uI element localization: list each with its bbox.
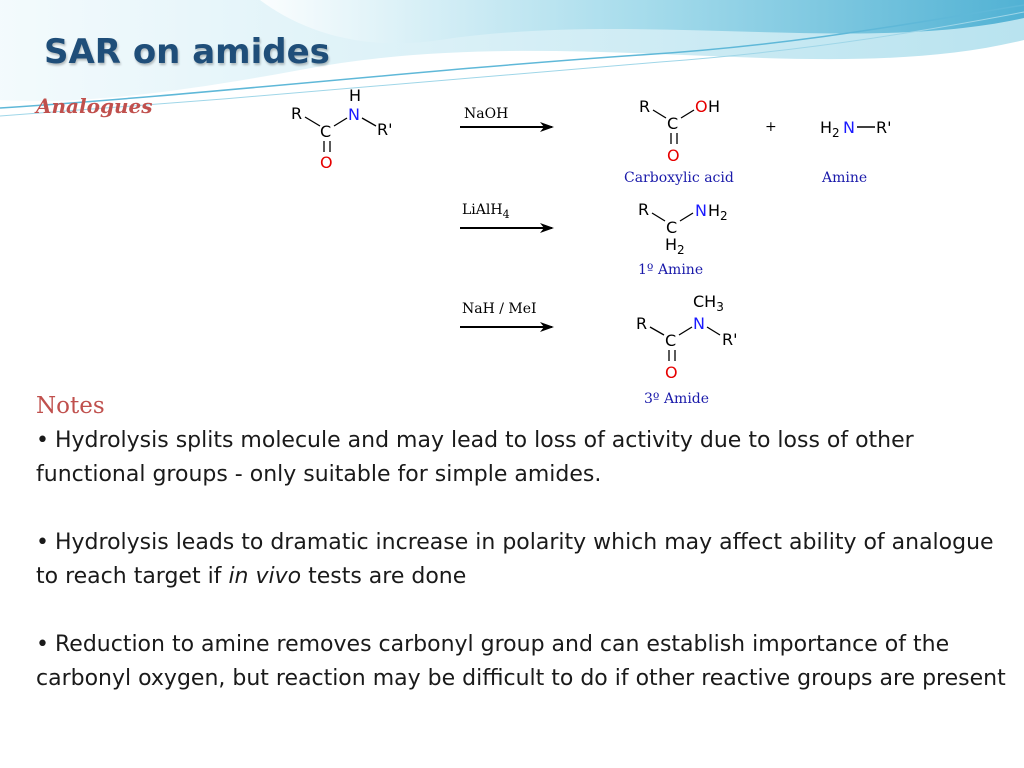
note-item-3: • Reduction to amine removes carbonyl group and can establish importance of the carbonyl oxygen, but reaction may be difficult to do if other reactive groups are present (36, 632, 1006, 691)
primary-amine-structure (638, 200, 728, 257)
svg-text:O: O (665, 363, 678, 382)
bullet-icon: • (36, 530, 49, 555)
tertiary-amide-structure (636, 292, 738, 382)
svg-text:R': R' (377, 120, 393, 139)
starting-amide-structure (291, 86, 393, 172)
svg-text:R: R (639, 97, 651, 116)
notes-heading: Notes (36, 393, 105, 419)
plus-sign: + (765, 119, 777, 135)
svg-text:H2: $H_2$ (820, 118, 840, 140)
svg-text:N: N (348, 105, 360, 124)
svg-text:O: O (695, 97, 708, 116)
reagent-naoh: NaOH (464, 106, 509, 122)
svg-text:H: H (708, 97, 721, 116)
svg-text:N: N (695, 201, 707, 220)
svg-text:R: R (638, 200, 650, 219)
svg-text:CH3: $CH_3$ (693, 292, 724, 314)
svg-text:C: C (320, 122, 332, 141)
note-item-1: • Hydrolysis splits molecule and may lead to loss of activity due to loss of other functional groups - only suitable for simple amides. (36, 428, 914, 487)
svg-text:R: R (291, 104, 303, 123)
svg-text:H: H (349, 86, 362, 105)
reagent-lialh4: LiAlH$_4$ (462, 202, 510, 221)
note-item-2: • Hydrolysis leads to dramatic increase in polarity which may affect ability of analogue to reach target if in vivo tests are done (36, 530, 994, 589)
svg-text:O: O (667, 146, 680, 165)
label-tertiary-amide: 3º Amide (644, 391, 710, 407)
label-amine: Amine (822, 170, 868, 186)
svg-text:N: N (693, 314, 705, 333)
bullet-icon: • (36, 632, 49, 657)
slide-title: SAR on amides (44, 32, 330, 72)
svg-text:R': R' (722, 330, 738, 349)
svg-text:O: O (320, 153, 333, 172)
svg-text:C: C (667, 114, 679, 133)
notes-list (36, 424, 1006, 730)
label-carboxylic-acid: Carboxylic acid (624, 170, 734, 186)
section-heading-analogues: Analogues (36, 94, 153, 118)
reagent-nah-mei: NaH / MeI (462, 301, 537, 317)
bullet-icon: • (36, 428, 49, 453)
carboxylic-acid-structure (639, 97, 720, 165)
svg-text:H2: $H_2$ (708, 201, 728, 223)
svg-text:C: C (666, 218, 678, 237)
svg-text:H2: $H_2$ (665, 235, 685, 257)
label-primary-amine: 1º Amine (638, 262, 704, 278)
svg-text:C: C (665, 331, 677, 350)
svg-text:R': R' (876, 118, 892, 137)
svg-text:N: N (843, 118, 855, 137)
svg-text:R: R (636, 314, 648, 333)
amine-structure (820, 118, 892, 140)
